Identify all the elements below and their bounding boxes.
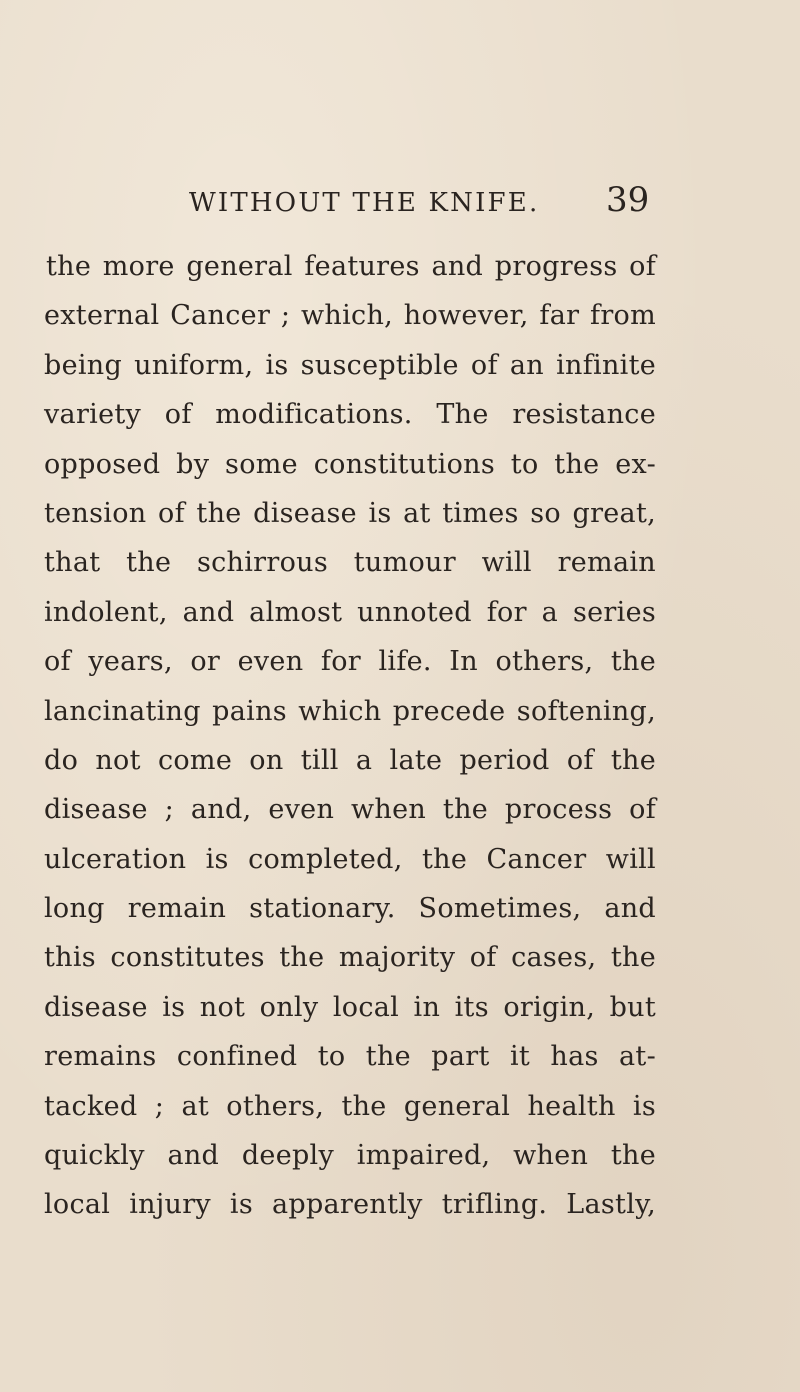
text-line: ulceration is completed, the Cancer will: [44, 843, 656, 875]
running-title: WITHOUT THE KNIFE.: [189, 188, 540, 218]
text-line: the more general features and progress of: [46, 251, 656, 282]
text-line: that the schirrous tumour will remain: [44, 547, 656, 579]
text-line: long remain stationary. Sometimes, and: [44, 893, 656, 925]
running-head: [0, 180, 800, 228]
text-line: remains confined to the part it has at-: [44, 1041, 656, 1073]
page-number: 39: [606, 180, 650, 220]
text-line: lancinating pains which precede softening,: [44, 695, 656, 727]
text-line: external Cancer ; which, however, far from: [44, 300, 656, 332]
text-line: quickly and deeply impaired, when the: [44, 1140, 656, 1172]
body-text: [44, 242, 656, 1230]
text-line: disease is not only local in its origin, but: [44, 991, 656, 1023]
text-line: indolent, and almost unnoted for a series: [44, 596, 656, 628]
text-line: tension of the disease is at times so great,: [44, 497, 656, 529]
text-line: disease ; and, even when the process of: [44, 794, 656, 826]
text-line: do not come on till a late period of the: [44, 744, 656, 776]
text-line: tacked ; at others, the general health is: [44, 1090, 656, 1122]
text-line: being uniform, is susceptible of an infinite: [44, 349, 656, 381]
text-line: local injury is apparently trifling. Lastly,: [44, 1189, 656, 1221]
text-line: of years, or even for life. In others, the: [44, 646, 656, 678]
text-line: opposed by some constitutions to the ex-: [44, 448, 656, 480]
text-line: variety of modifications. The resistance: [44, 399, 656, 431]
text-line: this constitutes the majority of cases, the: [44, 942, 656, 974]
